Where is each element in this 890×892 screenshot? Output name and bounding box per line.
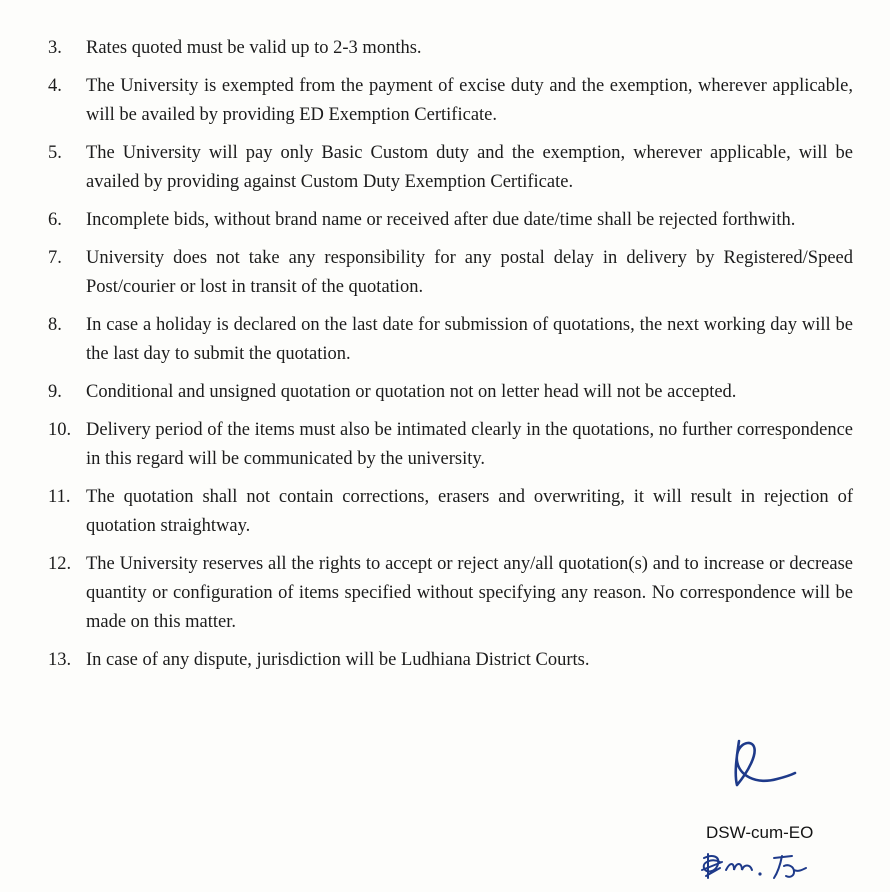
clause-number: 8. (48, 315, 62, 335)
signature-mark (725, 735, 805, 795)
clause-text: The University will pay only Basic Custom duty and the exemption, wherever applicable, will be availed by providing against Custom Duty Exemption Certificate. (86, 143, 853, 192)
clause-text: Rates quoted must be valid up to 2-3 months. (86, 38, 422, 58)
clause-text: The University is exempted from the payment of excise duty and the exemption, wherever applicable, will be availed by providing ED Exemption Certificate. (86, 76, 853, 125)
clause-number: 11. (48, 487, 71, 507)
list-item (48, 206, 853, 235)
terms-list (48, 34, 853, 684)
clause-text: Conditional and unsigned quotation or quotation not on letter head will not be accepted. (86, 382, 737, 402)
clause-number: 6. (48, 210, 62, 230)
clause-text: Incomplete bids, without brand name or received after due date/time shall be rejected forthwith. (86, 210, 796, 230)
list-item (48, 550, 853, 637)
clause-text: University does not take any responsibility for any postal delay in delivery by Registered/Speed Post/courier or lost in transit of the quotation. (86, 248, 853, 297)
list-item (48, 139, 853, 197)
list-item (48, 72, 853, 130)
list-item (48, 646, 853, 675)
clause-number: 13. (48, 650, 72, 670)
list-item (48, 416, 853, 474)
handwritten-initials (698, 848, 818, 884)
clause-number: 10. (48, 420, 72, 440)
signatory-designation: DSW-cum-EO (706, 823, 814, 842)
clause-text: The quotation shall not contain corrections, erasers and overwriting, it will result in rejection of quotation straightway. (86, 487, 853, 536)
clause-text: The University reserves all the rights to accept or reject any/all quotation(s) and to increase or decrease quantity or configuration of items specified without specifying any reason. No correspondence will be made on this matter. (86, 554, 853, 632)
clause-number: 5. (48, 143, 62, 163)
list-item (48, 378, 853, 407)
list-item (48, 34, 853, 63)
clause-text: In case a holiday is declared on the last date for submission of quotations, the next working day will be the last day to submit the quotation. (86, 315, 853, 364)
clause-number: 3. (48, 38, 62, 58)
clause-text: Delivery period of the items must also be intimated clearly in the quotations, no further correspondence in this regard will be communicated by the university. (86, 420, 853, 469)
clause-text: In case of any dispute, jurisdiction will be Ludhiana District Courts. (86, 650, 590, 670)
list-item (48, 244, 853, 302)
list-item (48, 483, 853, 541)
clause-number: 12. (48, 554, 72, 574)
list-item (48, 311, 853, 369)
clause-number: 7. (48, 248, 62, 268)
clause-number: 9. (48, 382, 62, 402)
clause-number: 4. (48, 76, 62, 96)
